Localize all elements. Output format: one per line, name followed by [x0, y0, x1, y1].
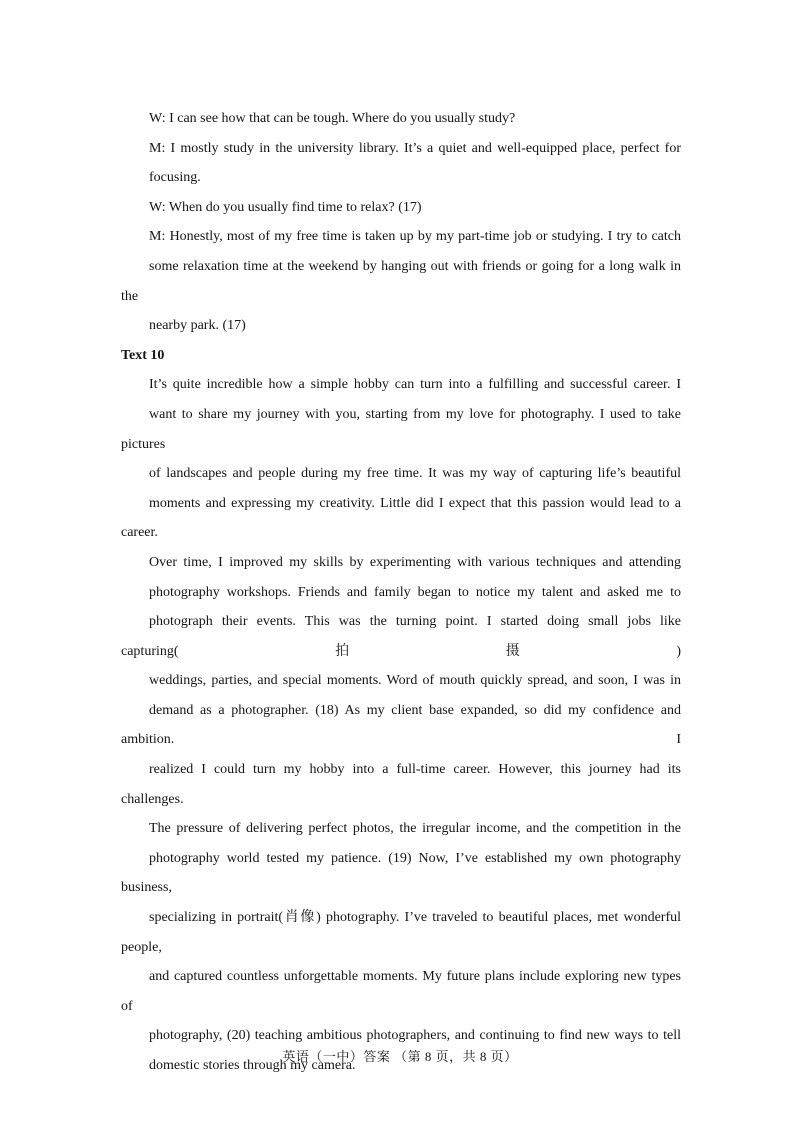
- dialogue-m-library-answer: [121, 134, 681, 193]
- text-line: photograph their events. This was the turning point. I started doing small jobs like capturing(拍摄): [121, 614, 681, 659]
- text-line: Over time, I improved my skills by experimenting with various techniques and attending: [149, 554, 681, 570]
- text-line: photography, (20) teaching ambitious photographers, and continuing to find new ways to tell: [149, 1028, 681, 1044]
- text-line: focusing.: [149, 170, 201, 186]
- text-line: photography world tested my patience. (19) Now, I’ve established my own photography business,: [121, 850, 681, 896]
- text-line: weddings, parties, and special moments. Word of mouth quickly spread, and soon, I was in: [149, 673, 681, 689]
- text-line: domestic stories through my camera.: [149, 1058, 356, 1073]
- text-line: specializing in portrait(肖像) photography. I’ve traveled to beautiful places, met wonderful people,: [121, 910, 681, 955]
- page-footer: 英语（一中）答案 （第 8 页，共 8 页）: [282, 1049, 518, 1064]
- text-line: photography workshops. Friends and family began to notice my talent and asked me to: [149, 584, 681, 600]
- text-line: moments and expressing my creativity. Little did I expect that this passion would lead to a career.: [121, 495, 681, 541]
- page-content: [121, 104, 681, 1081]
- text-line: W: I can see how that can be tough. Where do you usually study?: [149, 111, 516, 126]
- text-10-passage: [121, 370, 681, 1080]
- text-line: W: When do you usually find time to relax? (17): [149, 199, 422, 215]
- dialogue-w-relax-question: [121, 193, 681, 223]
- text-line: nearby park. (17): [149, 318, 246, 334]
- text-line: want to share my journey with you, starting from my love for photography. I used to take pictures: [121, 406, 681, 452]
- text-line: some relaxation time at the weekend by hanging out with friends or going for a long walk in the: [121, 258, 681, 304]
- dialogue-w-study-question: [121, 104, 681, 134]
- text-line: It’s quite incredible how a simple hobby can turn into a fulfilling and successful career. I: [149, 377, 681, 393]
- text-line: M: Honestly, most of my free time is taken up by my part-time job or studying. I try to catch: [149, 229, 681, 245]
- text-line: and captured countless unforgettable moments. My future plans include exploring new types of: [121, 969, 681, 1014]
- dialogue-m-relax-answer: [121, 222, 681, 340]
- text-line: M: I mostly study in the university library. It’s a quiet and well-equipped place, perfect for: [149, 140, 681, 156]
- section-heading: Text 10: [121, 347, 165, 363]
- text-line: of landscapes and people during my free time. It was my way of capturing life’s beautiful: [149, 466, 681, 482]
- text-line: The pressure of delivering perfect photos, the irregular income, and the competition in the: [149, 821, 681, 837]
- text-line: realized I could turn my hobby into a full-time career. However, this journey had its challenges.: [121, 762, 681, 807]
- text-line: demand as a photographer. (18) As my client base expanded, so did my confidence and ambition. I: [121, 702, 681, 748]
